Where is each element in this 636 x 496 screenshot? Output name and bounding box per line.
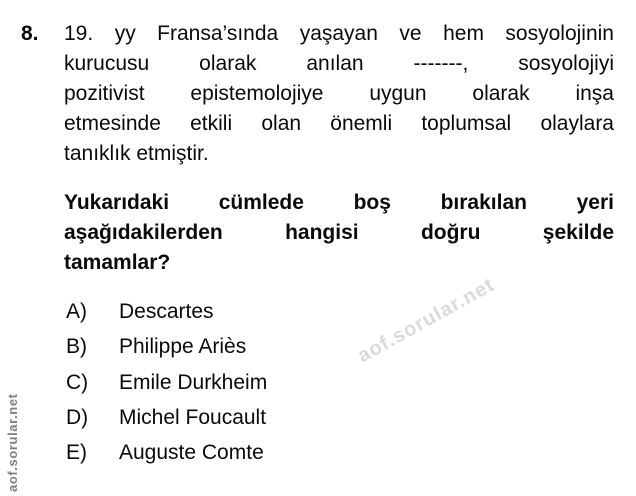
watermark-diagonal: aof.sorular.net	[354, 273, 499, 368]
question-body-line-2: kurucusu olarak anılan -------, sosyolojiyi	[64, 52, 614, 75]
options-list	[66, 300, 267, 476]
option-c[interactable]	[66, 371, 267, 406]
question-body-line-4: etmesinde etkili olan önemli toplumsal olaylara	[64, 112, 614, 135]
question-body-line-1: 19. yy Fransa’sında yaşayan ve hem sosyolojinin	[64, 22, 614, 45]
question-prompt	[64, 188, 614, 278]
option-a-letter: A)	[66, 300, 87, 323]
question-body-line-5: tanıklık etmiştir.	[64, 142, 209, 165]
question-body-line-3: pozitivist epistemolojiye uygun olarak inşa	[64, 82, 614, 105]
option-d-letter: D)	[66, 405, 89, 429]
option-a-text: Descartes	[119, 300, 214, 323]
question-prompt-line-1: Yukarıdaki cümlede boş bırakılan yeri	[64, 191, 614, 214]
option-e-text: Auguste Comte	[119, 441, 264, 465]
option-b-text: Philippe Ariès	[119, 335, 247, 359]
option-d-text: Michel Foucault	[119, 405, 267, 429]
question-number: 8.	[21, 22, 39, 45]
question-prompt-line-2: aşağıdakilerden hangisi doğru şekilde	[64, 221, 614, 244]
question-body	[64, 19, 614, 169]
option-b-letter: B)	[66, 335, 87, 359]
question-prompt-line-3: tamamlar?	[64, 251, 171, 274]
option-b[interactable]	[66, 335, 267, 370]
option-e-letter: E)	[66, 441, 87, 465]
option-e[interactable]	[66, 441, 267, 476]
option-c-text: Emile Durkheim	[119, 370, 268, 394]
watermark-left-vertical: aof.sorular.net	[5, 393, 20, 492]
option-a[interactable]	[66, 300, 267, 335]
option-d[interactable]	[66, 406, 267, 441]
option-c-letter: C)	[66, 370, 89, 394]
